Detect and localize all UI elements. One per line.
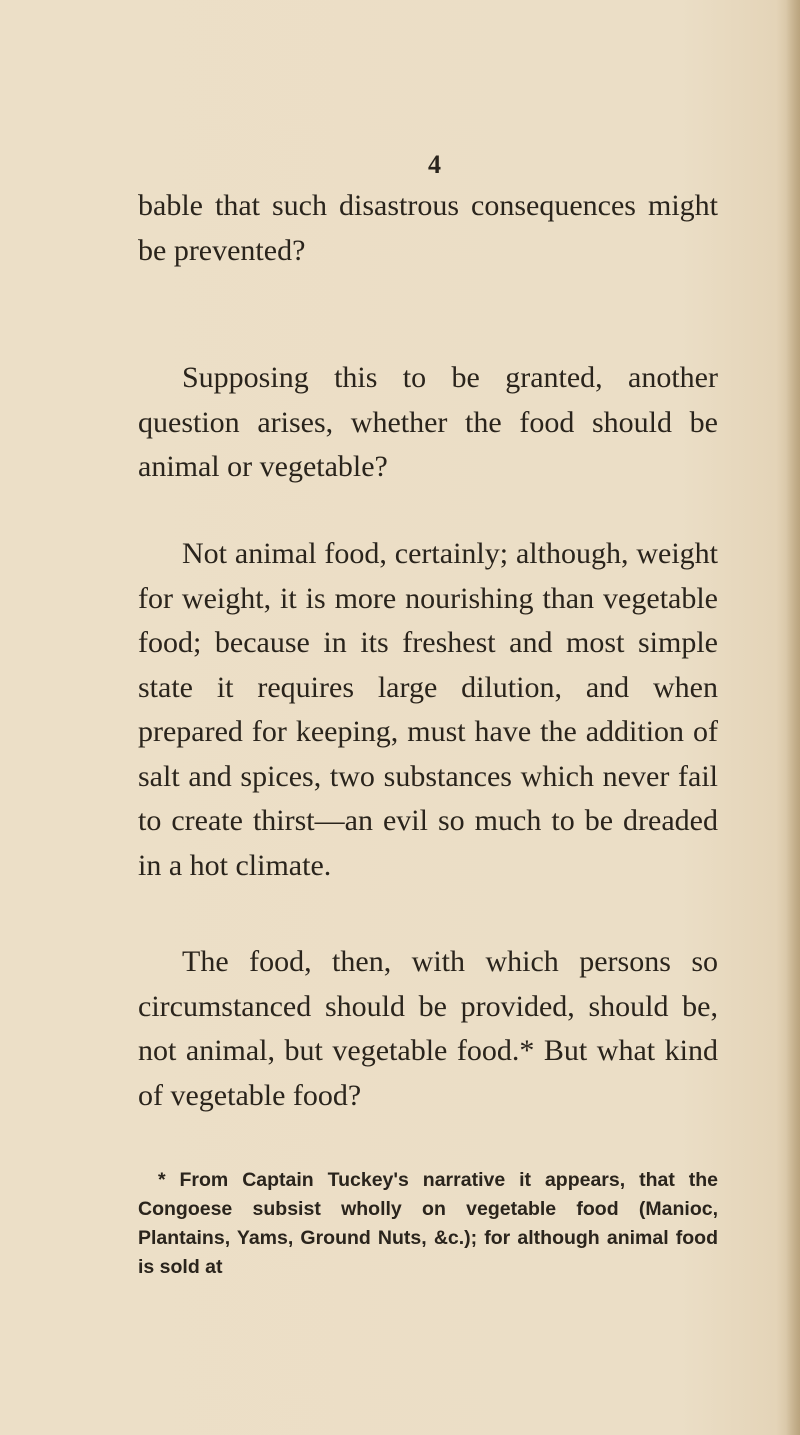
footnote: * From Captain Tuckey's narrative it appears, that the Congoese subsist wholly on vegetable food (Manioc, Plantains, Yams, Ground Nuts, &c.); for although animal food is sold at — [138, 1169, 718, 1278]
paragraph-vegetable-food: The food, then, with which persons so circumstanced should be provided, should be, not animal, but vegetable food.* But what kind of vegetable food? — [138, 945, 718, 1112]
paragraph-not-animal-food: Not animal food, certainly; although, weight for weight, it is more nourishing than vegetable food; because in its freshest and most simple state it requires large dilution, and when prepared for keeping, must have the addition of salt and spices, two substances which never fail to create thirst—an evil so much to be dreaded in a hot climate. — [138, 537, 718, 882]
paragraph-supposing: Supposing this to be granted, another question arises, whether the food should be animal or vegetable? — [138, 361, 718, 483]
page-number: 4 — [428, 150, 441, 179]
paragraph-continuation: bable that such disastrous consequences might be prevented? — [138, 189, 718, 267]
page-edge-shadow — [786, 0, 800, 1435]
